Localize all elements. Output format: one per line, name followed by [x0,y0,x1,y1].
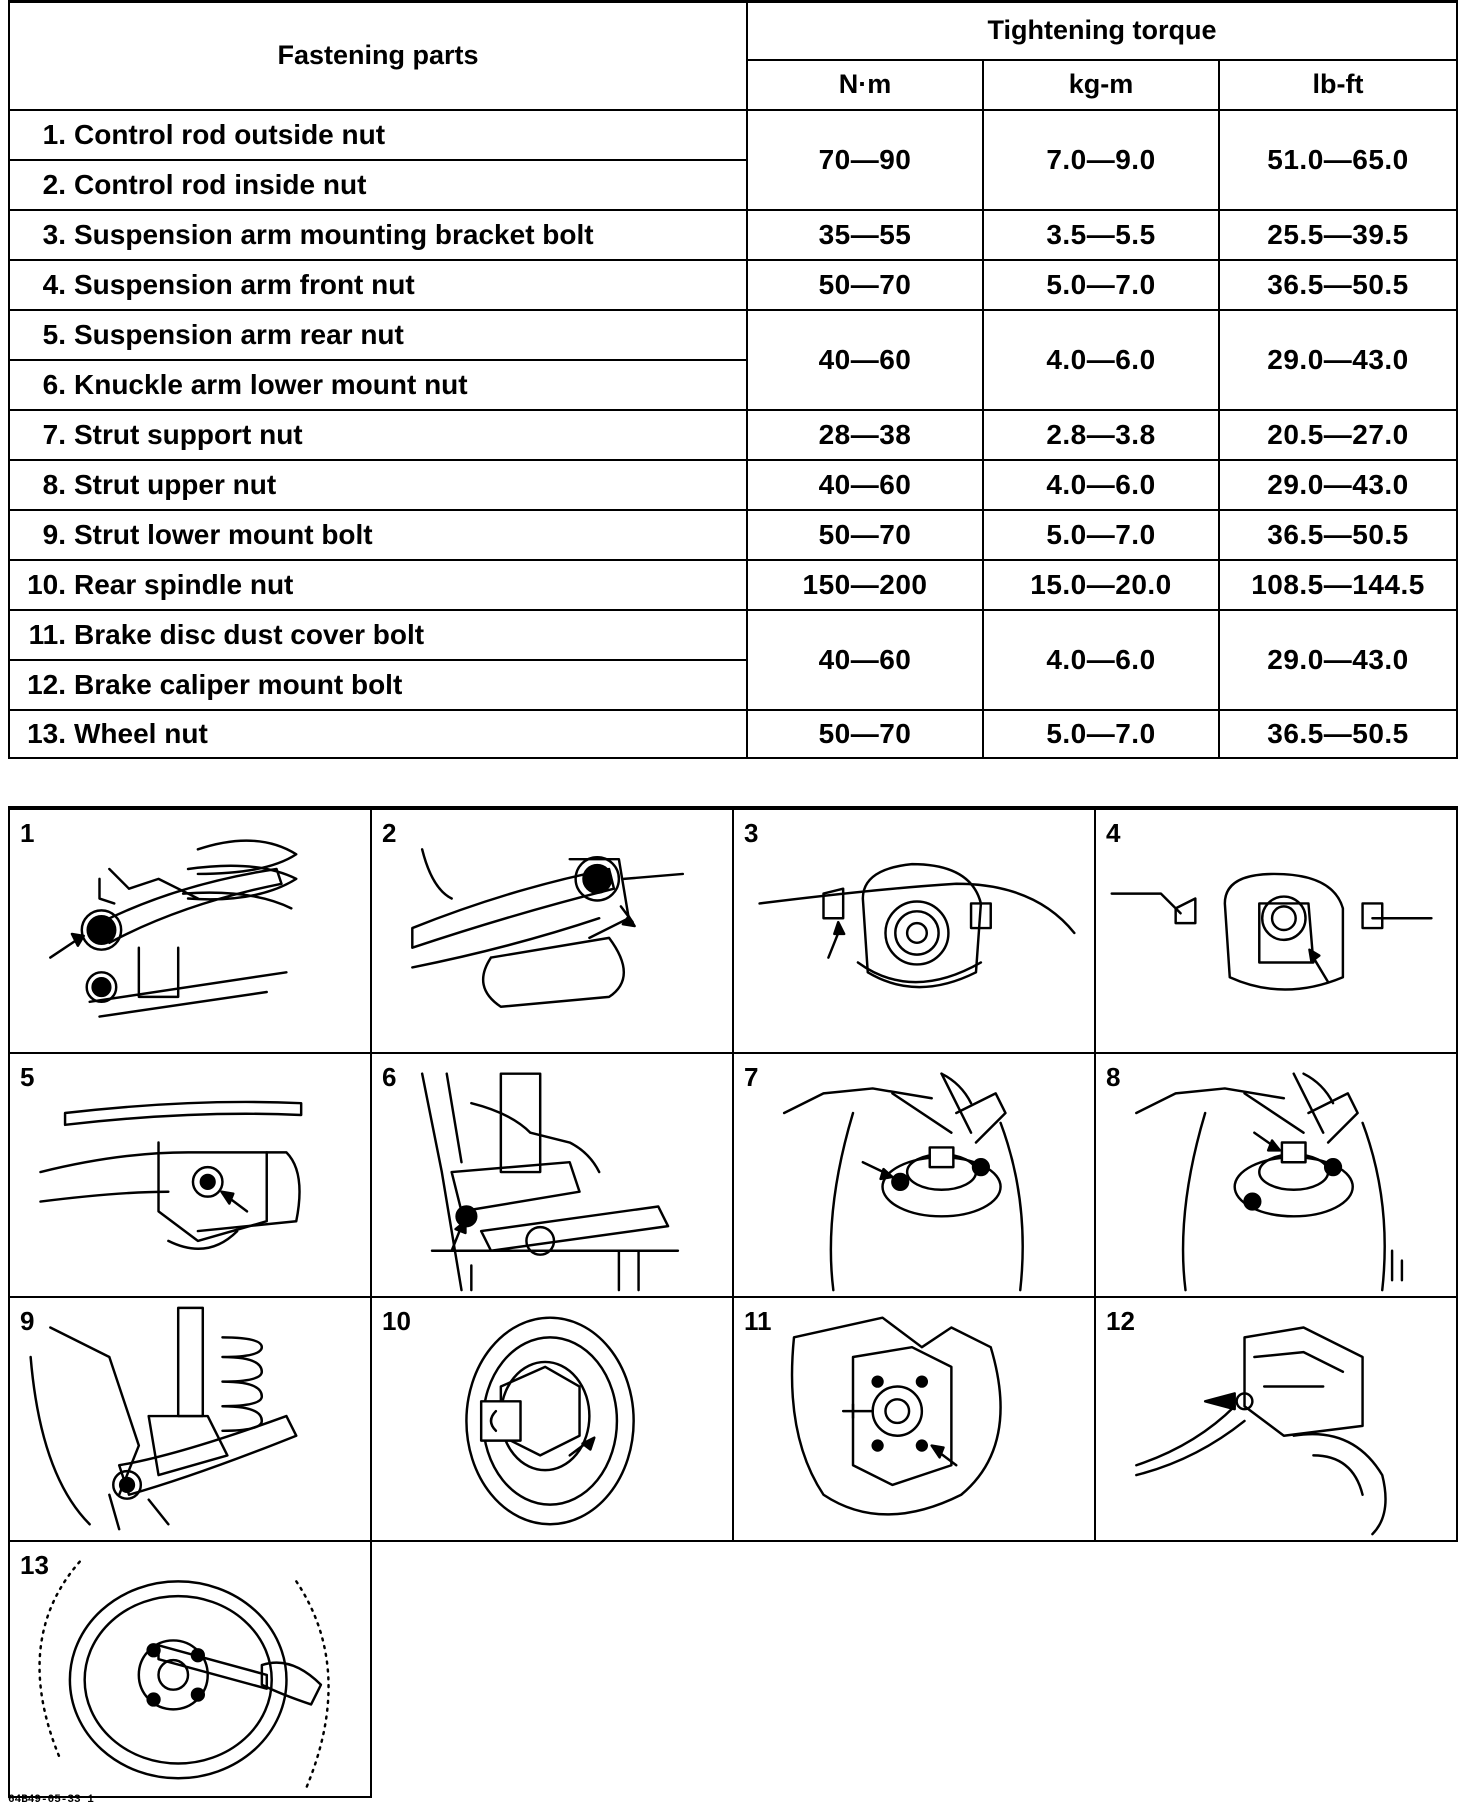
table-row [9,460,1457,510]
brake-disc-dust-cover-bolt-illustration [734,1298,1094,1540]
rear-spindle-nut-illustration [372,1298,732,1540]
figure-4 [1094,808,1458,1054]
torque-lbft: 20.5—27.0 [1219,410,1457,460]
torque-lbft: 29.0—43.0 [1219,610,1457,710]
table-row [9,110,1457,160]
torque-lbft: 51.0—65.0 [1219,110,1457,210]
figure-label: 9 [20,1306,35,1336]
torque-nm: 150—200 [747,560,983,610]
torque-kgm: 4.0—6.0 [983,460,1219,510]
fastening-part: 13. Wheel nut [9,710,747,758]
torque-nm: 50—70 [747,260,983,310]
torque-nm: 40—60 [747,310,983,410]
figure-2 [370,808,734,1054]
figure-13 [8,1540,372,1798]
torque-kgm: 4.0—6.0 [983,310,1219,410]
figure-9 [8,1296,372,1542]
figure-1 [8,808,372,1054]
header-tightening-torque: Tightening torque [747,2,1457,60]
torque-table [8,0,1458,759]
fastening-part: 1. Control rod outside nut [9,110,747,160]
figure-8 [1094,1052,1458,1298]
table-row [9,510,1457,560]
figure-label: 2 [382,818,397,848]
brake-caliper-mount-bolt-illustration [1096,1298,1456,1540]
torque-nm: 70—90 [747,110,983,210]
fastening-part: 3. Suspension arm mounting bracket bolt [9,210,747,260]
table-row [9,260,1457,310]
torque-nm: 40—60 [747,460,983,510]
fastening-part: 6. Knuckle arm lower mount nut [9,360,747,410]
suspension-arm-front-nut-illustration [1096,810,1456,1052]
torque-lbft: 29.0—43.0 [1219,310,1457,410]
figure-3 [732,808,1096,1054]
figure-6 [370,1052,734,1298]
torque-kgm: 4.0—6.0 [983,610,1219,710]
torque-kgm: 5.0—7.0 [983,710,1219,758]
fastening-part: 8. Strut upper nut [9,460,747,510]
header-unit-nm: N·m [747,60,983,110]
torque-nm: 28—38 [747,410,983,460]
table-row [9,410,1457,460]
table-row [9,710,1457,758]
table-row [9,610,1457,660]
torque-lbft: 29.0—43.0 [1219,460,1457,510]
figure-label: 8 [1106,1062,1121,1092]
knuckle-arm-lower-mount-nut-illustration [372,1054,732,1296]
table-row [9,560,1457,610]
figure-7 [732,1052,1096,1298]
torque-lbft: 108.5—144.5 [1219,560,1457,610]
fastening-part: 7. Strut support nut [9,410,747,460]
header-unit-lbft: lb-ft [1219,60,1457,110]
fastening-part: 10. Rear spindle nut [9,560,747,610]
figure-label: 11 [744,1306,772,1336]
figure-label: 12 [1106,1306,1135,1336]
torque-nm: 50—70 [747,710,983,758]
figure-5 [8,1052,372,1298]
torque-lbft: 25.5—39.5 [1219,210,1457,260]
fastening-part: 12. Brake caliper mount bolt [9,660,747,710]
strut-support-nut-illustration [734,1054,1094,1296]
torque-nm: 40—60 [747,610,983,710]
torque-kgm: 7.0—9.0 [983,110,1219,210]
figure-label: 1 [20,818,35,848]
fastening-part: 5. Suspension arm rear nut [9,310,747,360]
figure-12 [1094,1296,1458,1542]
header-unit-kgm: kg-m [983,60,1219,110]
figure-label: 3 [744,818,759,848]
fastening-part: 11. Brake disc dust cover bolt [9,610,747,660]
figure-11 [732,1296,1096,1542]
fastening-part: 4. Suspension arm front nut [9,260,747,310]
torque-lbft: 36.5—50.5 [1219,510,1457,560]
torque-nm: 35—55 [747,210,983,260]
torque-kgm: 15.0—20.0 [983,560,1219,610]
suspension-arm-rear-nut-illustration [10,1054,370,1296]
torque-nm: 50—70 [747,510,983,560]
control-rod-inside-nut-illustration [372,810,732,1052]
figure-label: 6 [382,1062,397,1092]
fastening-part: 9. Strut lower mount bolt [9,510,747,560]
wheel-nut-illustration [10,1542,370,1796]
figure-code: 64B49-05-33 1 [8,1794,94,1806]
torque-kgm: 2.8—3.8 [983,410,1219,460]
figure-label: 4 [1106,818,1121,848]
table-row [9,310,1457,360]
strut-upper-nut-illustration [1096,1054,1456,1296]
header-fastening-parts: Fastening parts [9,2,747,110]
figure-10 [370,1296,734,1542]
figure-label: 7 [744,1062,759,1092]
figure-label: 5 [20,1062,35,1092]
figure-grid [8,808,1458,1800]
strut-lower-mount-bolt-illustration [10,1298,370,1540]
mounting-bracket-bolt-illustration [734,810,1094,1052]
control-rod-outside-nut-illustration [10,810,370,1052]
figure-label: 13 [20,1550,49,1580]
torque-lbft: 36.5—50.5 [1219,710,1457,758]
figure-label: 10 [382,1306,411,1336]
torque-lbft: 36.5—50.5 [1219,260,1457,310]
torque-kgm: 5.0—7.0 [983,510,1219,560]
fastening-part: 2. Control rod inside nut [9,160,747,210]
torque-kgm: 5.0—7.0 [983,260,1219,310]
table-row [9,210,1457,260]
torque-kgm: 3.5—5.5 [983,210,1219,260]
